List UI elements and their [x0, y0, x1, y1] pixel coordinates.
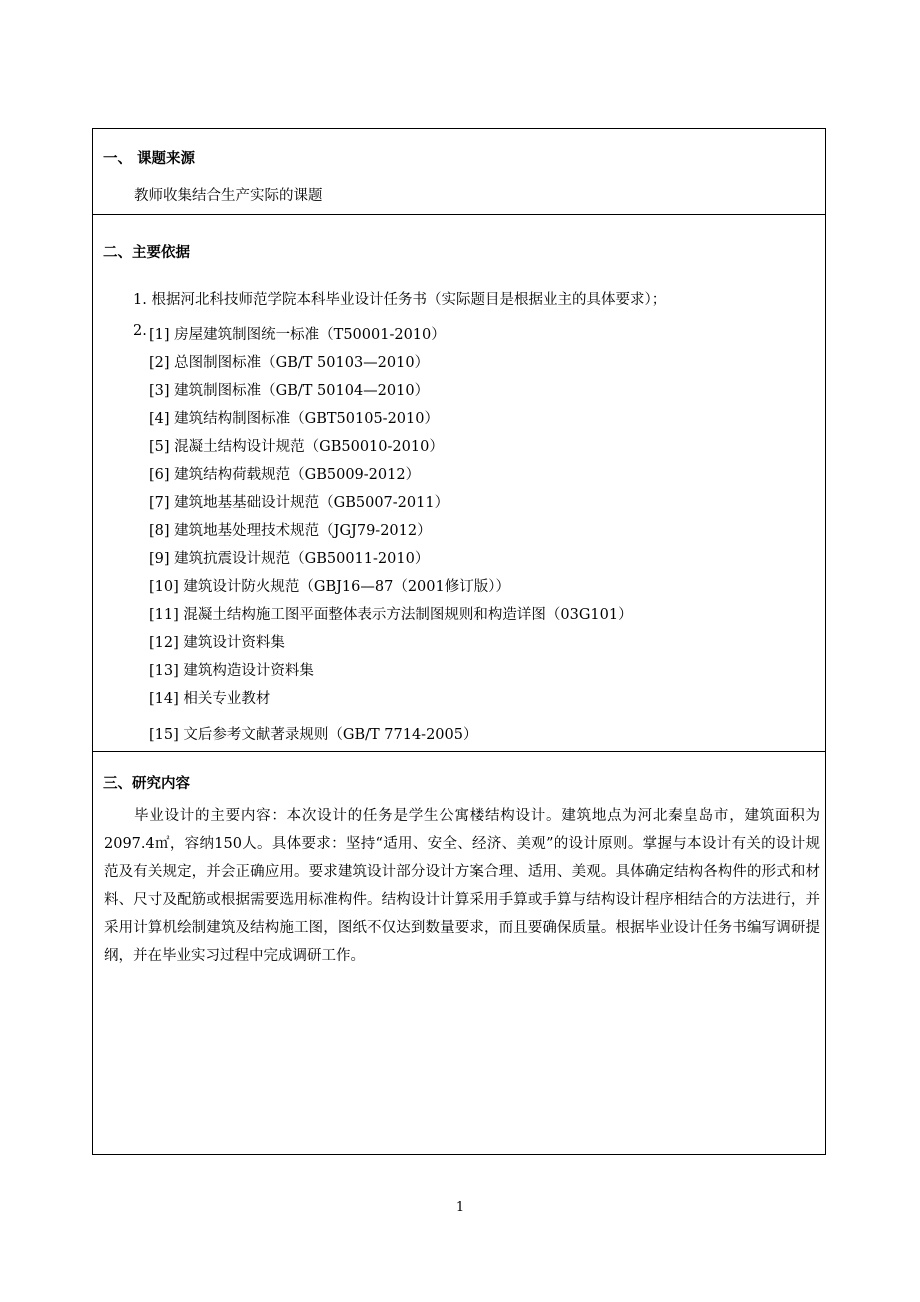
section-basis-heading: 二、主要依据	[103, 244, 190, 261]
reference-item-1: [1] 房屋建筑制图统一标准（T50001-2010）	[149, 327, 446, 343]
reference-item-6: [6] 建筑结构荷载规范（GB5009-2012）	[149, 467, 421, 483]
reference-item-8: [8] 建筑地基处理技术规范（JGJ79-2012）	[149, 523, 432, 539]
reference-item-9: [9] 建筑抗震设计规范（GB50011-2010）	[149, 551, 430, 567]
reference-item-4: [4] 建筑结构制图标准（GBT50105-2010）	[149, 411, 439, 427]
reference-item-13: [13] 建筑构造设计资料集	[149, 663, 314, 679]
section-basis	[92, 214, 826, 752]
basis-item-1: 1. 根据河北科技师范学院本科毕业设计任务书（实际题目是根据业主的具体要求）；	[133, 292, 667, 308]
reference-item-3: [3] 建筑制图标准（GB/T 50104—2010）	[149, 383, 430, 399]
reference-item-11: [11] 混凝土结构施工图平面整体表示方法制图规则和构造详图（03G101）	[149, 607, 633, 623]
page-number: 1	[455, 1200, 465, 1215]
section-research	[92, 752, 826, 1155]
section-source-heading: 一、 课题来源	[103, 150, 196, 167]
reference-item-2: [2] 总图制图标准（GB/T 50103—2010）	[149, 355, 430, 371]
section-research-heading: 三、研究内容	[103, 775, 190, 792]
reference-item-15: [15] 文后参考文献著录规则（GB/T 7714-2005）	[149, 727, 478, 743]
reference-item-14: [14] 相关专业教材	[149, 691, 271, 707]
section-source	[92, 128, 826, 215]
section-source-content: 教师收集结合生产实际的课题	[134, 188, 323, 204]
reference-item-5: [5] 混凝土结构设计规范（GB50010-2010）	[149, 439, 444, 455]
basis-item-2-prefix: 2.	[133, 323, 147, 339]
reference-item-12: [12] 建筑设计资料集	[149, 635, 285, 651]
reference-item-7: [7] 建筑地基基础设计规范（GB5007-2011）	[149, 495, 450, 511]
research-paragraph: 毕业设计的主要内容：本次设计的任务是学生公寓楼结构设计。建筑地点为河北秦皇岛市，建筑面积为2097.4㎡，容纳150人。具体要求：坚持“适用、安全、经济、美观”的设计原则。掌握与本设计有关的设计规范及有关规定，并会正确应用。要求建筑设计部分设计方案合理、适用、美观。具体确定结构各构件的形式和材料、尺寸及配筋或根据需要选用标准构件。结构设计计算采用手算或手算与结构设计程序相结合的方法进行，并采用计算机绘制建筑及结构施工图，图纸不仅达到数量要求，而且要确保质量。根据毕业设计任务书编写调研提纲，并在毕业实习过程中完成调研工作。	[104, 808, 820, 964]
reference-item-10: [10] 建筑设计防火规范（GBJ16—87（2001修订版））	[149, 579, 510, 595]
